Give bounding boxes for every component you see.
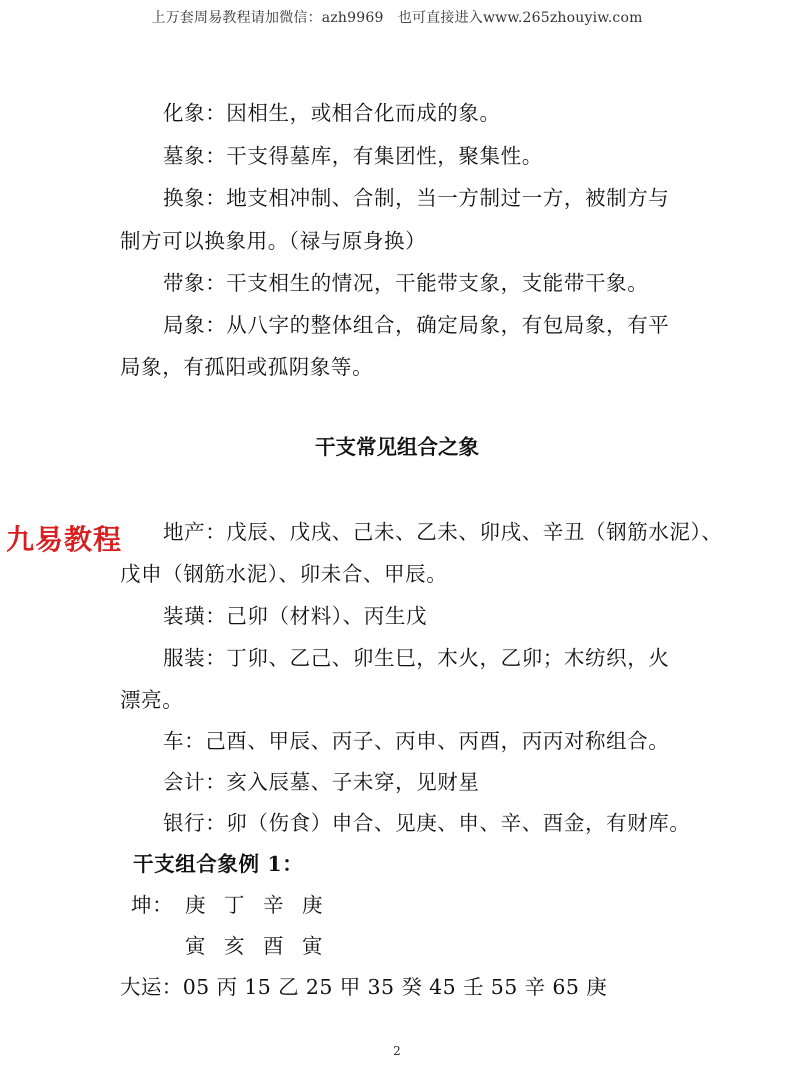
paragraph-yinhang: 银行：卯（伤食）申合、见庚、申、辛、酉金，有财库。: [163, 811, 691, 835]
section-title: 干支常见组合之象: [315, 435, 479, 459]
paragraph-fuzhuang-cont: 漂亮。: [120, 688, 184, 712]
page-number: 2: [393, 1044, 401, 1058]
paragraph-zhuanghuang: 装璜：己卯（材料）、丙生戊: [163, 604, 428, 628]
paragraph-fuzhuang: 服装：丁卯、乙己、卯生巳，木火，乙卯；木纺织，火: [163, 646, 670, 670]
paragraph-daixiang: 带象：干支相生的情况，干能带支象，支能带干象。: [163, 271, 649, 295]
page-header: 上万套周易教程请加微信：azh9969 也可直接进入www.265zhouyiw.com: [151, 10, 643, 26]
earthly-branches-row: 寅 亥 酉 寅: [185, 934, 329, 958]
dayun-line: 大运：05 丙 15 乙 25 甲 35 癸 45 壬 55 辛 65 庚: [120, 975, 608, 999]
paragraph-kuaiji: 会计：亥入辰墓、子未穿，见财星: [163, 770, 480, 794]
paragraph-juxiang: 局象：从八字的整体组合，确定局象，有包局象，有平: [163, 313, 670, 337]
chart-label: 坤：: [131, 893, 174, 917]
example-title: 干支组合象例 1：: [133, 852, 304, 876]
paragraph-juxiang-cont: 局象，有孤阳或孤阴象等。: [120, 355, 374, 379]
paragraph-che: 车：己酉、甲辰、丙子、丙申、丙酉，丙丙对称组合。: [163, 729, 670, 753]
paragraph-dichan-cont: 戊申（钢筋水泥）、卯未合、甲辰。: [120, 562, 448, 586]
paragraph-huanxiang: 换象：地支相冲制、合制，当一方制过一方，被制方与: [163, 186, 670, 210]
heavenly-stems-row: 庚 丁 辛 庚: [185, 893, 329, 917]
paragraph-huanxiang-cont: 制方可以换象用。（禄与原身换）: [120, 229, 427, 253]
paragraph-dichan: 地产：戊辰、戊戌、己未、乙未、卯戌、辛丑（钢筋水泥）、: [163, 520, 723, 544]
watermark-logo: 九易教程: [6, 518, 124, 558]
paragraph-muxiang: 墓象：干支得墓库，有集团性，聚集性。: [163, 144, 543, 168]
paragraph-huaxiang: 化象：因相生，或相合化而成的象。: [163, 101, 501, 125]
